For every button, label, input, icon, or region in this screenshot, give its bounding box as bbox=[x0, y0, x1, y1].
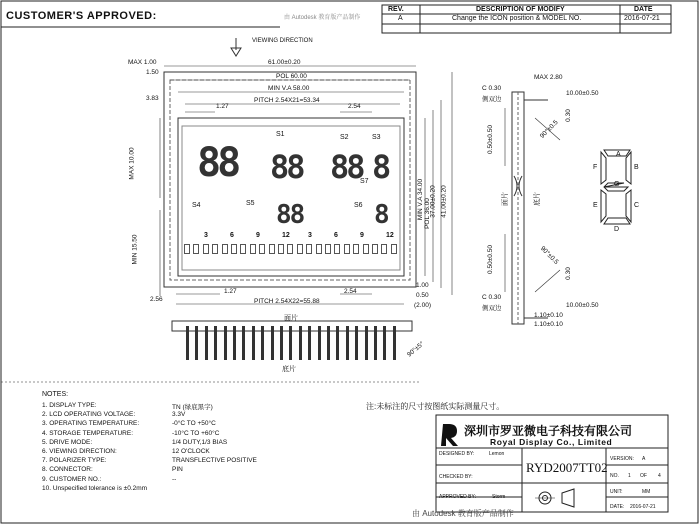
dim-left-top-1: MAX 1.00 bbox=[128, 59, 157, 66]
pin-pad bbox=[231, 244, 237, 254]
header-pin bbox=[346, 326, 349, 360]
lcd-big-digits-2: 88 bbox=[270, 148, 303, 186]
dim-bottom-right-1: 1.00 bbox=[416, 282, 429, 289]
header-pin bbox=[233, 326, 236, 360]
note-label: 4. STORAGE TEMPERATURE: bbox=[42, 429, 134, 437]
side-angle-bottom: 90°±0.5 bbox=[538, 245, 560, 266]
dim-pol-width: POL 60.00 bbox=[276, 73, 307, 80]
header-pin bbox=[374, 326, 377, 360]
note-value: -0°C TO +50°C bbox=[172, 420, 216, 428]
note-value: PIN bbox=[172, 466, 183, 474]
header-pin bbox=[336, 326, 339, 360]
note-label: 2. LCD OPERATING VOLTAGE: bbox=[42, 411, 136, 419]
dim-left-bottom: 2.56 bbox=[150, 296, 163, 303]
lcd-big-digits-1: 88 bbox=[197, 140, 238, 186]
seg-a: A bbox=[616, 151, 621, 158]
pin-pad bbox=[269, 244, 275, 254]
dim-pitch-bottom: 2.54 bbox=[344, 288, 357, 295]
digit-marker: 3 bbox=[204, 232, 208, 239]
header-pin bbox=[252, 326, 255, 360]
header-pin bbox=[383, 326, 386, 360]
side-offset-top: 0.50±0.50 bbox=[486, 125, 494, 154]
note-value: TN (绿底黑字) bbox=[172, 404, 213, 411]
pin-pad bbox=[306, 244, 312, 254]
notes-title: NOTES: bbox=[42, 391, 69, 398]
segment-s3-label: S3 bbox=[372, 134, 381, 141]
note-label: 8. CONNECTOR: bbox=[42, 466, 93, 474]
pin-pad bbox=[381, 244, 387, 254]
digit-marker: 12 bbox=[386, 232, 394, 239]
header-pin bbox=[365, 326, 368, 360]
pin-pad bbox=[278, 244, 284, 254]
header-pin bbox=[242, 326, 245, 360]
side-pin-width-1: 1.10±0.10 bbox=[534, 312, 563, 319]
lcd-big-digits-3: 88 bbox=[330, 148, 363, 186]
side-gap-bottom: 0.30 bbox=[564, 267, 572, 280]
seg-g: G bbox=[614, 181, 620, 188]
segment-s7-label: S7 bbox=[360, 178, 369, 185]
pin-angle: 90°±5° bbox=[406, 340, 426, 359]
note-label: 9. CUSTOMER NO.: bbox=[42, 475, 102, 483]
dim-bottom-pitch: PITCH 2.54X22=55.88 bbox=[254, 298, 320, 305]
pin-pad bbox=[353, 244, 359, 254]
header-pin bbox=[205, 326, 208, 360]
dim-glass-height: 37.00±0.20 bbox=[429, 185, 437, 218]
rev-value: A bbox=[398, 15, 403, 22]
digit-marker: 6 bbox=[334, 232, 338, 239]
header-pin bbox=[318, 326, 321, 360]
pin-pad bbox=[240, 244, 246, 254]
segment-s1-label: S1 bbox=[276, 131, 285, 138]
note-value: 12 O'CLOCK bbox=[172, 448, 210, 455]
desc-header: DESCRIPTION OF MODIFY bbox=[476, 6, 565, 13]
rev-description: Change the ICON position & MODEL NO. bbox=[452, 15, 582, 22]
digit-marker: 9 bbox=[256, 232, 260, 239]
checked-by-label: CHECKED BY: bbox=[439, 474, 473, 480]
dim-left-top-3: 3.83 bbox=[146, 95, 159, 102]
dim-va-width: MIN V.A 58.00 bbox=[268, 85, 310, 92]
pin-pad bbox=[334, 244, 340, 254]
pin-pad bbox=[325, 244, 331, 254]
pin-pad bbox=[372, 244, 378, 254]
pin-pad bbox=[222, 244, 228, 254]
pin-pad bbox=[316, 244, 322, 254]
pin-pad bbox=[250, 244, 256, 254]
rev-date: 2016-07-21 bbox=[624, 15, 660, 22]
pin-pad bbox=[184, 244, 190, 254]
side-angle-top: 90°±0.5 bbox=[538, 119, 560, 140]
pin-pad bbox=[297, 244, 303, 254]
seg-b: B bbox=[634, 164, 639, 171]
header-pin bbox=[224, 326, 227, 360]
watermark-top: 由 Autodesk 教育版产品制作 bbox=[284, 15, 361, 21]
face-label: 面片 bbox=[284, 315, 298, 322]
designed-by: Lemon bbox=[489, 451, 505, 457]
pin-pad bbox=[212, 244, 218, 254]
side-offset-bottom: 0.50±0.50 bbox=[486, 245, 494, 274]
sheet-total: 4 bbox=[658, 473, 661, 479]
dim-bottom-right-3: (2.00) bbox=[414, 302, 431, 309]
header-pin bbox=[299, 326, 302, 360]
note-label: 3. OPERATING TEMPERATURE: bbox=[42, 420, 140, 428]
unit-value: MM bbox=[642, 489, 651, 495]
pin-pad bbox=[203, 244, 209, 254]
header-pin bbox=[393, 326, 396, 360]
no-label: NO. bbox=[610, 473, 619, 479]
note-label: 6. VIEWING DIRECTION: bbox=[42, 448, 117, 455]
segment-s6-label: S6 bbox=[354, 202, 363, 209]
seg-e: E bbox=[593, 202, 598, 209]
approved-by-label: APPROVED BY: bbox=[439, 494, 476, 500]
approval-label: CUSTOMER'S APPROVED: bbox=[6, 10, 157, 22]
model-number: RYD2007TT02 bbox=[526, 460, 608, 475]
approved-by: Storm bbox=[492, 494, 506, 500]
note-label: 10. Unspecified tolerance is ±0.2mm bbox=[42, 484, 148, 492]
date-value: 2016-07-21 bbox=[630, 504, 656, 510]
dim-min-height: MIN 15.50 bbox=[131, 234, 139, 265]
remark: 注:未标注的尺寸按图纸实际测量尺寸。 bbox=[366, 402, 505, 411]
side-bottom-length: 10.00±0.50 bbox=[566, 302, 599, 309]
date-header: DATE bbox=[634, 6, 653, 13]
pin-pad bbox=[391, 244, 397, 254]
dim-va-height: MIN V.A 34.00 bbox=[417, 178, 425, 221]
pin-pad bbox=[287, 244, 293, 254]
dim-pitch-half-top: 1.27 bbox=[216, 103, 229, 110]
note-label: 7. POLARIZER TYPE: bbox=[42, 457, 107, 465]
side-top-length: 10.00±0.50 bbox=[566, 90, 599, 97]
digit-marker: 9 bbox=[360, 232, 364, 239]
digit-marker: 3 bbox=[308, 232, 312, 239]
note-value: 1/4 DUTY,1/3 BIAS bbox=[172, 438, 228, 446]
side-face-label: 面片 bbox=[502, 192, 509, 206]
header-pin bbox=[195, 326, 198, 360]
header-pin bbox=[280, 326, 283, 360]
side-bottom-label: 底片 bbox=[534, 192, 541, 206]
sheet-number: 1 bbox=[628, 473, 631, 479]
rev-header: REV. bbox=[388, 6, 404, 13]
header-pin bbox=[271, 326, 274, 360]
digit-marker: 6 bbox=[230, 232, 234, 239]
watermark-bottom: 由 Autodesk 教育版产品制作 bbox=[412, 509, 514, 518]
pin-pad bbox=[344, 244, 350, 254]
of-label: OF bbox=[640, 473, 647, 479]
dim-pitch-half-bottom: 1.27 bbox=[224, 288, 237, 295]
dim-pitch-top: 2.54 bbox=[348, 103, 361, 110]
date-label: DATE: bbox=[610, 504, 625, 510]
digit-marker: 12 bbox=[282, 232, 290, 239]
segment-s4-label: S4 bbox=[192, 202, 201, 209]
note-value: 3.3V bbox=[172, 411, 186, 419]
segment-s2-label: S2 bbox=[340, 134, 349, 141]
company-name-en: Royal Display Co., Limited bbox=[490, 437, 613, 447]
dim-overall-width: 61.00±0.20 bbox=[268, 59, 301, 66]
header-pin bbox=[186, 326, 189, 360]
seg-f: F bbox=[593, 164, 598, 171]
note-label: 5. DRIVE MODE: bbox=[42, 438, 93, 446]
dim-left-top-2: 1.50 bbox=[146, 69, 159, 76]
pin-pad bbox=[259, 244, 265, 254]
dim-max-height: MAX 10.00 bbox=[128, 147, 136, 180]
side-bottom-chamfer: C 0.30 bbox=[482, 294, 502, 301]
header-pin bbox=[355, 326, 358, 360]
side-gap-top: 0.30 bbox=[564, 109, 572, 122]
header-pin bbox=[289, 326, 292, 360]
version-label: VERSION: bbox=[610, 456, 634, 462]
viewing-direction-label: VIEWING DIRECTION bbox=[252, 38, 313, 44]
dim-bottom-right-2: 0.50 bbox=[416, 292, 429, 299]
lcd-small-digits-2: 8 bbox=[374, 200, 390, 230]
designed-by-label: DESIGNED BY: bbox=[439, 451, 475, 457]
header-pin bbox=[308, 326, 311, 360]
note-value: -10°C TO +60°C bbox=[172, 429, 220, 437]
dim-overall-height: 41.00±0.20 bbox=[440, 185, 448, 218]
company-name-cn: 深圳市罗亚微电子科技有限公司 bbox=[464, 424, 633, 438]
header-pin bbox=[327, 326, 330, 360]
note-value: -- bbox=[172, 475, 177, 483]
seg-d: D bbox=[614, 226, 620, 233]
unit-label: UNIT: bbox=[610, 489, 623, 495]
dim-top-pitch: PITCH 2.54X21=53.34 bbox=[254, 97, 320, 104]
side-bottom-chamfer-note: 侧双边 bbox=[482, 305, 502, 312]
lcd-big-digits-4: 8 bbox=[372, 148, 392, 186]
side-top-chamfer-note: 侧双边 bbox=[482, 96, 502, 103]
side-max-thickness: MAX 2.80 bbox=[534, 74, 563, 81]
side-pin-width-2: 1.10±0.10 bbox=[534, 321, 563, 328]
side-top-chamfer: C 0.30 bbox=[482, 85, 502, 92]
note-value: TRANSFLECTIVE POSITIVE bbox=[172, 457, 257, 465]
header-pin bbox=[214, 326, 217, 360]
seg-c: C bbox=[634, 202, 640, 209]
note-label: 1. DISPLAY TYPE: bbox=[42, 402, 97, 409]
pin-pad bbox=[193, 244, 199, 254]
header-pin bbox=[261, 326, 264, 360]
pin-pad bbox=[363, 244, 369, 254]
segment-s5-label: S5 bbox=[246, 200, 255, 207]
version-value: A bbox=[642, 456, 646, 462]
dim-pol-height: POL 36.00 bbox=[423, 198, 431, 229]
lcd-small-digits-1: 88 bbox=[276, 200, 304, 230]
bottom-label: 底片 bbox=[282, 366, 296, 373]
